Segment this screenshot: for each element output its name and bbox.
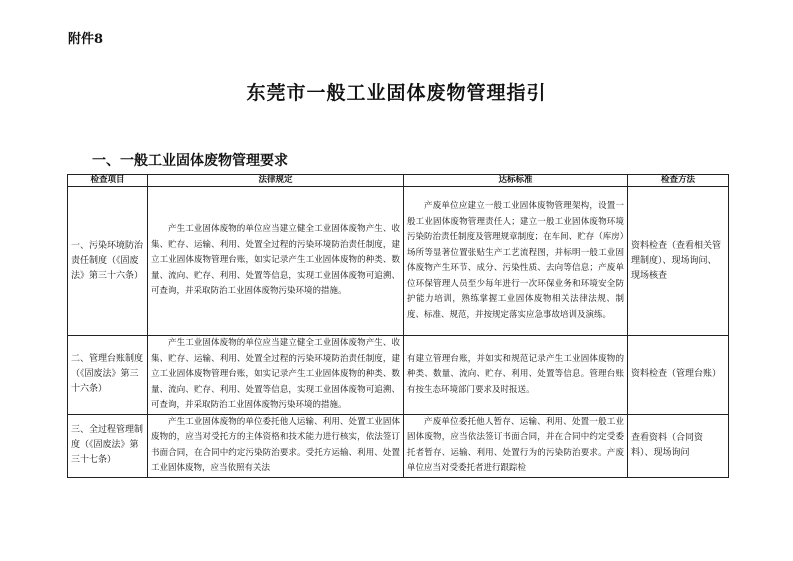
legal-provision-cell: 产生工业固体废物的单位应当建立健全工业固体废物产生、收集、贮存、运输、利用、处置全过程的污染环境防治责任制度，建立工业固体废物管理台账，如实记录产生工业固体废物的种类、数量、流向、贮存、利用、处置等信息，实现工业固体废物可追溯、可查询，并采取防治工业固体废物污染环境的措施。 (148, 336, 404, 415)
header-check-method: 检查方法 (628, 175, 729, 187)
check-item-cell: 三、全过程管理制度（《固废法》第三十七条） (68, 414, 148, 477)
check-method-cell: 查看资料（合同资料）、现场询问 (628, 414, 729, 477)
check-method-cell: 资料检查（管理台账） (628, 336, 729, 415)
table-row (68, 187, 729, 336)
check-item-cell: 一、污染环境防治责任制度（《固废法》第三十六条） (68, 187, 148, 336)
header-check-item: 检查项目 (68, 175, 148, 187)
section-heading: 一、一般工业固体废物管理要求 (92, 153, 288, 169)
attachment-label: 附件8 (68, 32, 104, 47)
document-title: 东莞市一般工业固体废物管理指引 (246, 82, 547, 104)
check-method-cell: 资料检查（查看相关管理制度）、现场询问、现场核查 (628, 187, 729, 336)
table-row (68, 414, 729, 477)
check-item-cell: 二、管理台账制度（《固废法》第三十六条） (68, 336, 148, 415)
header-legal-provision: 法律规定 (148, 175, 404, 187)
table-header-row (68, 175, 729, 187)
header-compliance-standard: 达标标准 (404, 175, 628, 187)
legal-provision-cell: 产生工业固体废物的单位应当建立健全工业固体废物产生、收集、贮存、运输、利用、处置全过程的污染环境防治责任制度，建立工业固体废物管理台账，如实记录产生工业固体废物的种类、数量、流向、贮存、利用、处置等信息，实现工业固体废物可追溯、可查询，并采取防治工业固体废物污染环境的措施。 (148, 187, 404, 336)
requirements-table (67, 174, 729, 478)
table-row (68, 336, 729, 415)
compliance-standard-cell: 有建立管理台账，并如实和规范记录产生工业固体废物的种类、数量、流向、贮存、利用、处置等信息。管理台账有按生态环境部门要求及时报送。 (404, 336, 628, 415)
compliance-standard-cell: 产废单位委托他人暂存、运输、利用、处置一般工业固体废物，应当依法签订书面合同，并在合同中约定受委托者暂存、运输、利用、处置行为的污染防治要求。产废单位应当对受委托者进行跟踪检 (404, 414, 628, 477)
legal-provision-cell: 产生工业固体废物的单位委托他人运输、利用、处置工业固体废物的，应当对受托方的主体资格和技术能力进行核实，依法签订书面合同，在合同中约定污染防治要求。受托方运输、利用、处置工业固体废物，应当依照有关法 (148, 414, 404, 477)
compliance-standard-cell: 产废单位应建立一般工业固体废物管理架构，设置一般工业固体废物管理责任人；建立一般工业固体废物环境污染防治责任制度及管理规章制度；在车间、贮存（库房）场所等显著位置张贴生产工艺流程图，并标明一般工业固体废物产生环节、成分、污染性质、去向等信息；产废单位环保管理人员至少每年进行一次环保业务和环境安全防护能力培训，熟练掌握工业固体废物相关法律法规、制度、标准、规范，并按规定落实应急事故培训及演练。 (404, 187, 628, 336)
